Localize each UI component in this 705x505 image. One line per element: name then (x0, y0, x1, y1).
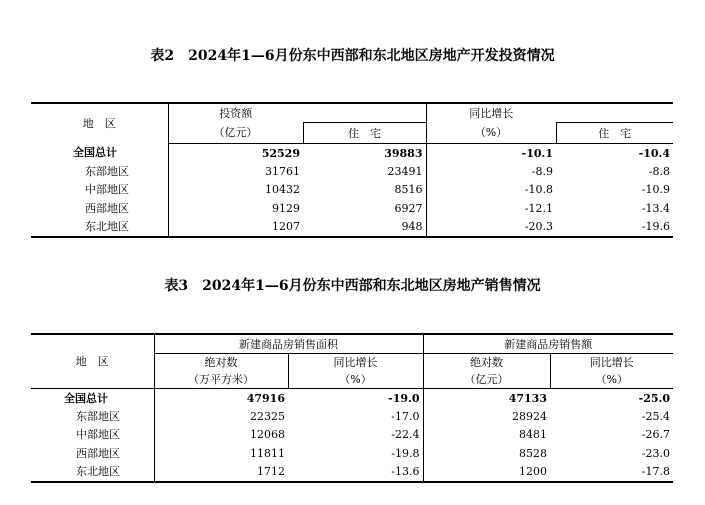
investment-cell: 9129 (272, 201, 300, 215)
region-cell: 西部地区 (31, 199, 168, 217)
investment-table (31, 102, 673, 238)
region-cell: 西部地区 (31, 444, 154, 462)
header-residential: 住 宅 (303, 123, 426, 144)
table-row (31, 463, 673, 482)
table-row (31, 426, 673, 444)
header-absolute: 绝对数 (154, 354, 288, 372)
region-cell: 全国总计 (31, 389, 154, 408)
table-row (31, 389, 673, 408)
header-yoy-residential: 住 宅 (556, 123, 673, 144)
area-cell: 11811 (250, 446, 285, 460)
sales-cell: 47133 (508, 391, 547, 405)
region-cell: 东北地区 (31, 218, 168, 237)
area-cell: 22325 (250, 410, 285, 424)
sales-yoy-cell: -25.4 (641, 410, 670, 424)
area-yoy-cell: -13.6 (288, 463, 423, 482)
yoy-residential-cell: -19.6 (641, 220, 670, 234)
sales-yoy-cell: -26.7 (641, 428, 670, 442)
header-sales-yoy: 同比增长 (589, 356, 634, 369)
header-yoy: 同比增长 (469, 106, 514, 120)
investment-cell: 10432 (265, 183, 300, 197)
header-yoy-unit: （%） (426, 123, 556, 144)
header-region: 地 区 (31, 334, 154, 389)
yoy-residential-cell: -10.9 (641, 183, 670, 197)
investment-cell: 52529 (261, 146, 300, 160)
residential-cell: 39883 (303, 144, 426, 163)
sales-cell: 8481 (519, 428, 547, 442)
yoy-cell: -10.8 (524, 183, 553, 197)
table2-title: 表2 2024年1—6月份东中西部和东北地区房地产开发投资情况 (150, 48, 555, 64)
yoy-residential-cell: -10.4 (638, 146, 670, 160)
region-cell: 东部地区 (31, 162, 168, 180)
sales-yoy-cell: -17.8 (641, 465, 670, 479)
yoy-cell: -10.1 (521, 146, 553, 160)
area-yoy-cell: -22.4 (288, 426, 423, 444)
header-sales-unit: （亿元） (423, 371, 550, 389)
sales-cell: 8528 (519, 446, 547, 460)
area-yoy-cell: -19.8 (288, 444, 423, 462)
table-row (31, 199, 673, 217)
header-area-group: 新建商品房销售面积 (154, 334, 423, 354)
header-absolute2: 绝对数 (423, 354, 550, 372)
sales-cell: 1200 (519, 465, 547, 479)
header-area-yoy-unit: （%） (288, 371, 423, 389)
sales-table (31, 333, 673, 483)
header-area-unit: （万平方米） (154, 371, 288, 389)
area-yoy-cell: -17.0 (288, 407, 423, 425)
yoy-cell: -12.1 (524, 201, 553, 215)
region-cell: 中部地区 (31, 181, 168, 199)
table-row (31, 162, 673, 180)
table-row (31, 444, 673, 462)
header-region: 地 区 (31, 103, 168, 144)
region-cell: 中部地区 (31, 426, 154, 444)
table-row (31, 407, 673, 425)
area-cell: 47916 (246, 391, 285, 405)
investment-cell: 31761 (265, 165, 300, 179)
area-cell: 12068 (250, 428, 285, 442)
sales-cell: 28924 (512, 410, 547, 424)
area-cell: 1712 (257, 465, 285, 479)
sales-yoy-cell: -23.0 (641, 446, 670, 460)
residential-cell: 23491 (303, 162, 426, 180)
residential-cell: 8516 (303, 181, 426, 199)
header-investment: 投资额 (219, 106, 253, 120)
table-row (31, 181, 673, 199)
investment-cell: 1207 (272, 220, 300, 234)
area-yoy-cell: -19.0 (288, 389, 423, 408)
header-investment-unit: （亿元） (168, 123, 303, 144)
yoy-cell: -20.3 (524, 220, 553, 234)
table-row (31, 144, 673, 163)
yoy-residential-cell: -8.8 (648, 165, 670, 179)
header-area-yoy: 同比增长 (288, 354, 423, 372)
region-cell: 东部地区 (31, 407, 154, 425)
header-sales-yoy-unit: （%） (550, 371, 673, 389)
residential-cell: 6927 (303, 199, 426, 217)
region-cell: 东北地区 (31, 463, 154, 482)
header-sales-group: 新建商品房销售额 (423, 334, 673, 354)
residential-cell: 948 (303, 218, 426, 237)
yoy-cell: -8.9 (531, 165, 553, 179)
sales-yoy-cell: -25.0 (638, 391, 670, 405)
yoy-residential-cell: -13.4 (641, 201, 670, 215)
table3-title: 表3 2024年1—6月份东中西部和东北地区房地产销售情况 (164, 278, 541, 294)
region-cell: 全国总计 (31, 144, 168, 163)
table-row (31, 218, 673, 237)
